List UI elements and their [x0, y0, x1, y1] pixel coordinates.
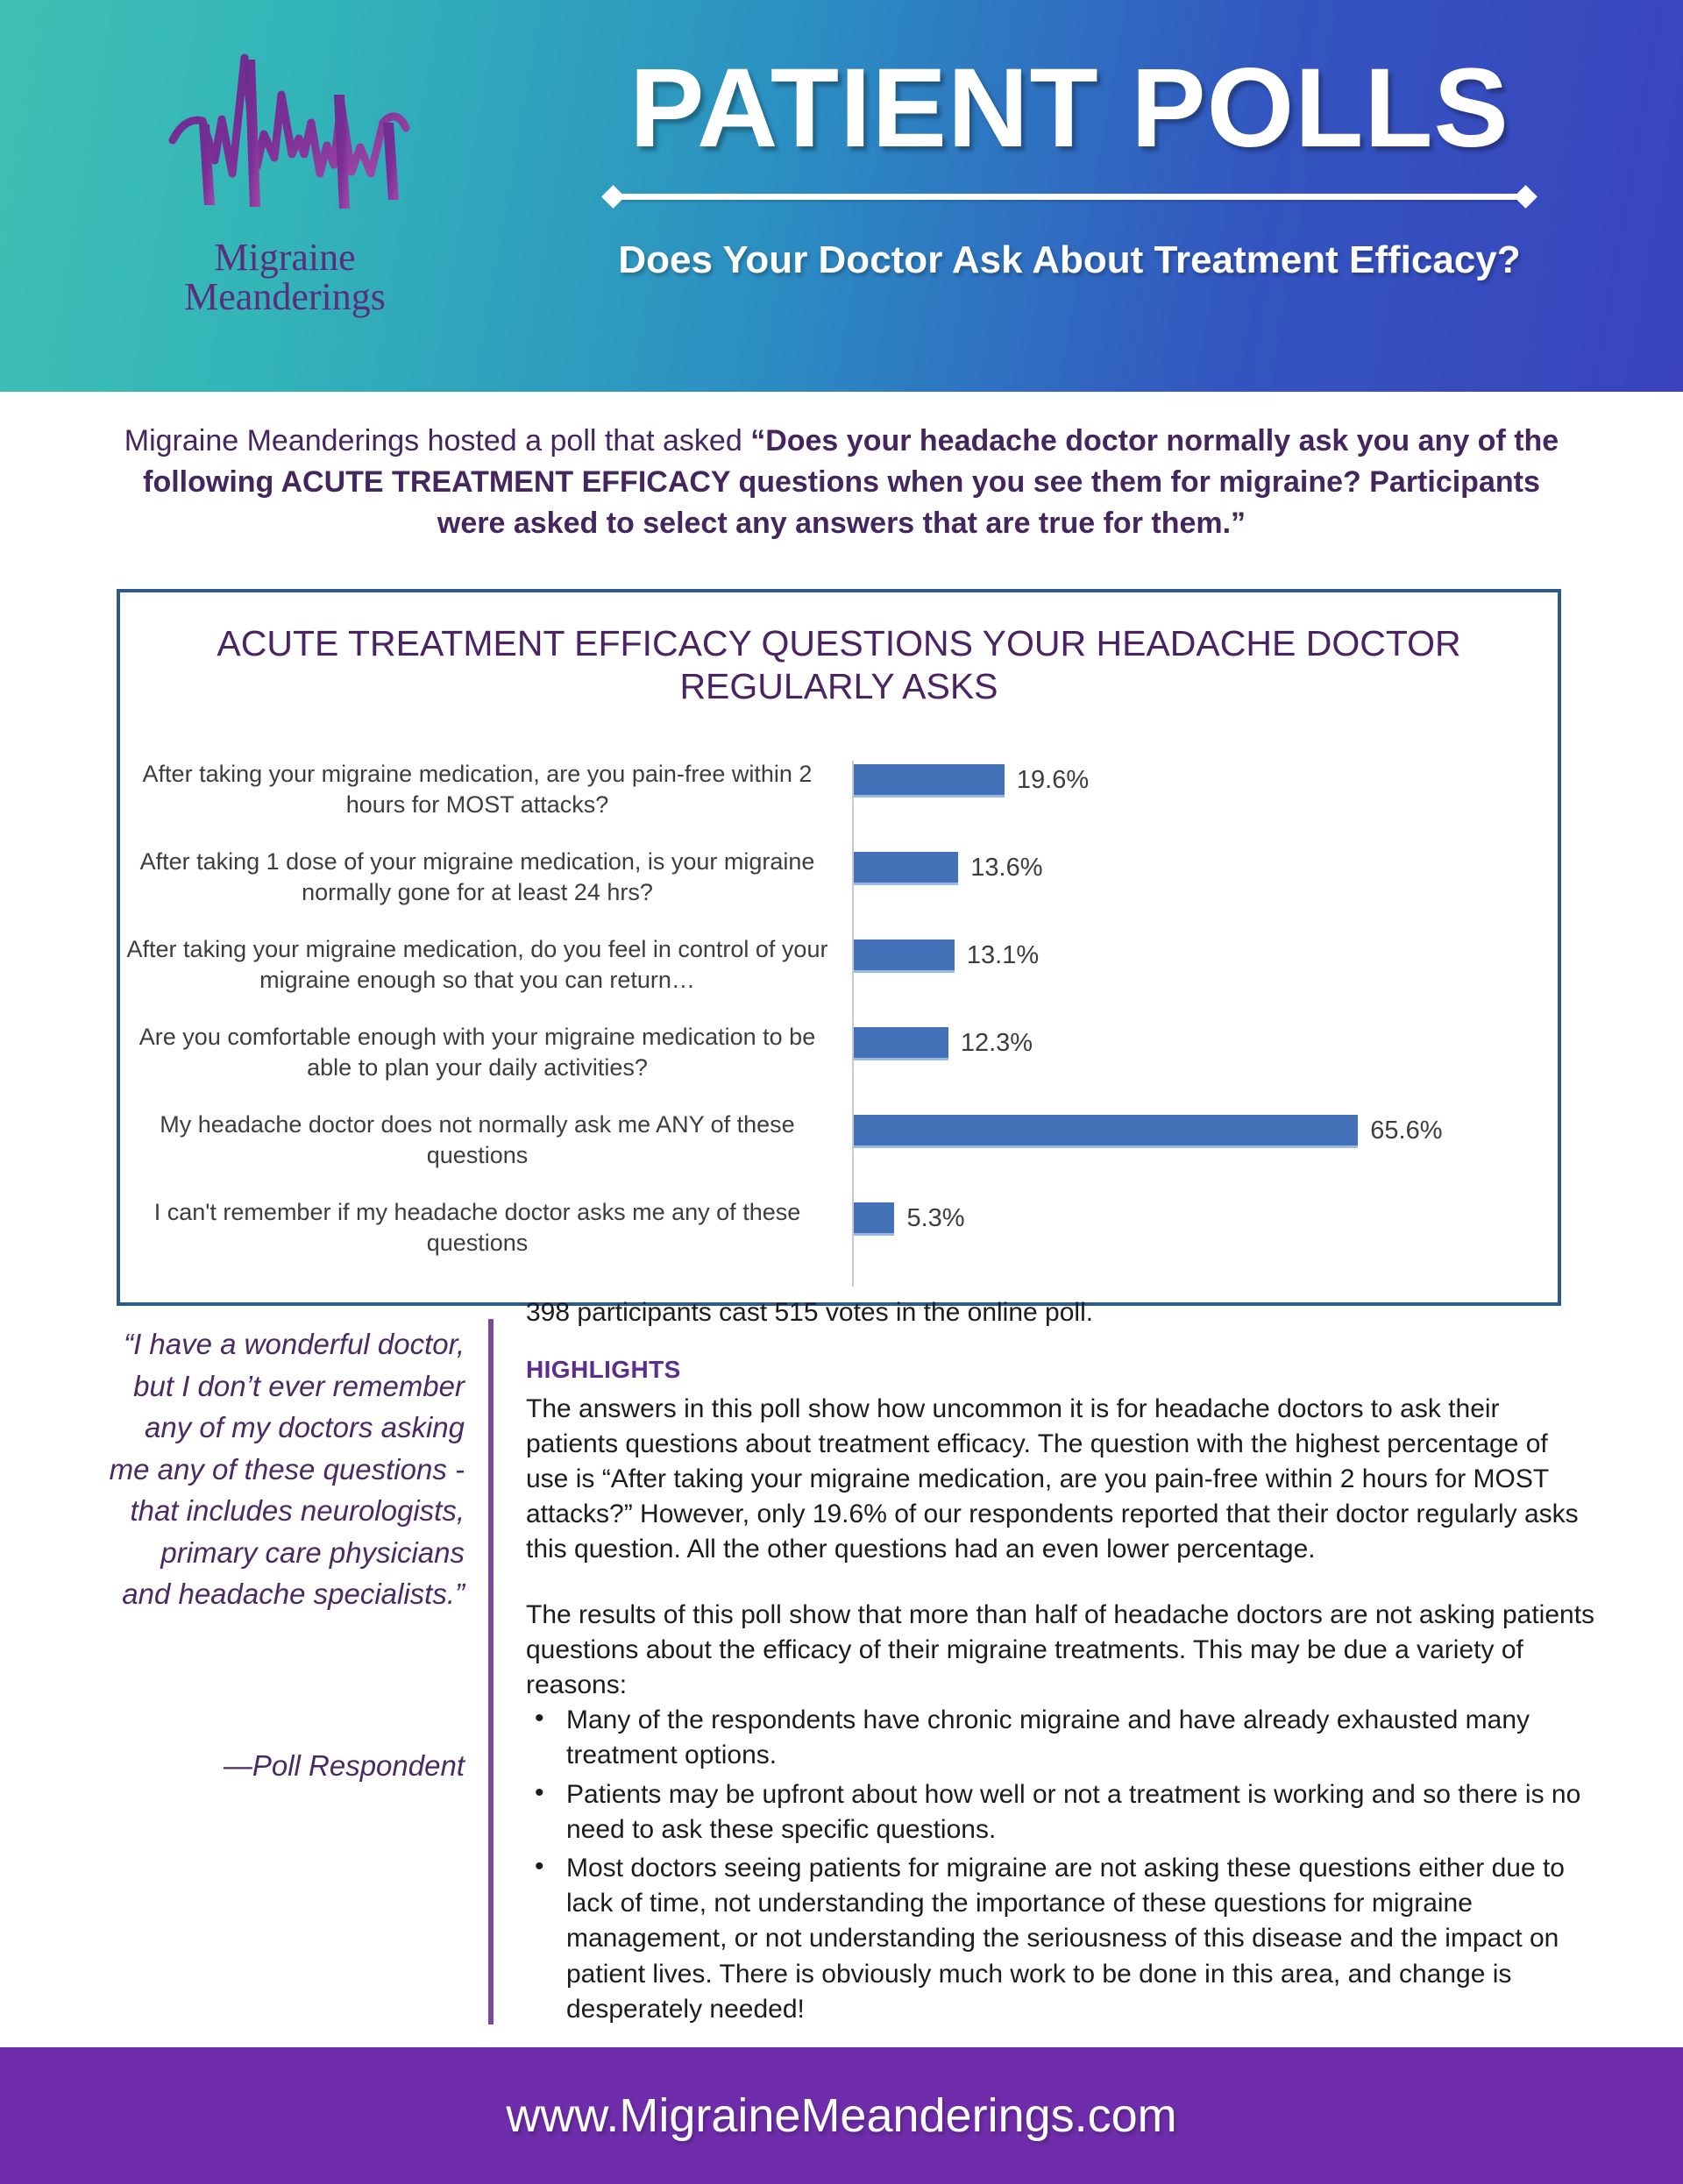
reason-list-item: • Many of the respondents have chronic migraine and have already exhausted many treatment options. [526, 1703, 1595, 1773]
chart-bar-track [852, 759, 1558, 847]
mm-ekg-monogram-icon [153, 42, 416, 244]
highlights-paragraph-1: The answers in this poll show how uncommon it is for headache doctors to ask their patients questions about treatment efficacy. The question with the highest percentage of use is “After taking your migraine medication, are you pain-free within 2 hours for MOST attacks?” However, only 19.6% of our respondents reported that their doctor regularly asks this question. All the other questions had an even lower percentage. [526, 1393, 1579, 1564]
header-title-block [561, 46, 1578, 282]
chart-bar-row [120, 759, 1558, 847]
chart-bar-row [120, 1197, 1558, 1285]
intro-lead: Migraine Meanderings hosted a poll that asked [124, 424, 751, 457]
divider-line [614, 194, 1525, 200]
chart-bar-track [852, 1197, 1558, 1285]
diamond-right-icon [1514, 185, 1537, 209]
pull-quote-attribution: —Poll Respondent [223, 1749, 465, 1782]
chart-category-label: Are you comfortable enough with your migraine medication to be able to plan your daily activities? [138, 1024, 816, 1081]
page-header [0, 0, 1683, 392]
participation-stat: 398 participants cast 515 votes in the online poll. [526, 1298, 1094, 1327]
chart-bar-value: 65.6% [1370, 1117, 1443, 1145]
header-divider [561, 186, 1578, 207]
chart-category-label: After taking 1 dose of your migraine medication, is your migraine normally gone for at least 24 hrs? [139, 848, 815, 906]
logo-line-2: Meanderings [184, 274, 386, 318]
chart-bar-value: 13.6% [970, 854, 1043, 882]
chart-bar-row [120, 1022, 1558, 1110]
chart-bar-value: 5.3% [906, 1204, 965, 1232]
pull-quote: “I have a wonderful doctor, but I don’t ever remember any of my doctors asking me any of these questions - that includes neurologists, primary care physicians and headache specialists.” [109, 1328, 465, 1611]
chart-plot-area [120, 759, 1558, 1302]
chart-bar [854, 940, 955, 973]
chart-bar-value: 19.6% [1016, 766, 1090, 794]
vertical-divider [488, 1319, 494, 2024]
chart-bar [854, 1027, 948, 1060]
chart-bar-row [120, 934, 1558, 1022]
logo-line-1: Migraine [214, 236, 356, 279]
footer [0, 2047, 1683, 2184]
brand-logo [149, 42, 421, 344]
chart-bar-row [120, 1110, 1558, 1197]
chart-bar-value: 13.1% [966, 941, 1040, 969]
page-subtitle: Does Your Doctor Ask About Treatment Efficacy? [618, 238, 1521, 281]
chart-category-label: After taking your migraine medication, are you pain-free within 2 hours for MOST attacks? [142, 761, 813, 819]
chart-container [117, 589, 1561, 1306]
footer-url[interactable]: www.MigraineMeanderings.com [506, 2089, 1177, 2142]
reason-list-item: • Most doctors seeing patients for migraine are not asking these questions either due to lack of time, not understanding the importance of these questions for migraine management, or not understanding the seriousness of this disease and the impact on patient lives. There is obviously much work to be done in this area, and change is desperately needed! [526, 1851, 1595, 2027]
analysis-column [526, 1295, 1595, 2031]
highlights-heading: HIGHLIGHTS [526, 1356, 681, 1384]
intro-paragraph [123, 421, 1560, 544]
chart-bar [854, 852, 958, 885]
chart-bar [854, 764, 1005, 798]
chart-bar-row [120, 847, 1558, 934]
chart-title: ACUTE TREATMENT EFFICACY QUESTIONS YOUR HEADACHE DOCTOR REGULARLY ASKS [217, 623, 1461, 707]
chart-bar-track [852, 934, 1558, 1022]
chart-bar-track [852, 1022, 1558, 1110]
diamond-left-icon [601, 185, 625, 209]
chart-category-label: I can't remember if my headache doctor asks me any of these questions [153, 1199, 801, 1257]
intro-quoted: “Does your headache doctor normally ask you any of the following ACUTE TREATMENT EFFICACY questions when you see them for migraine? Participants were asked to select any answers that are true for them.” [143, 424, 1559, 540]
chart-bar-value: 12.3% [960, 1029, 1033, 1057]
reasons-list [526, 1703, 1595, 2027]
chart-category-label: After taking your migraine medication, do you feel in control of your migraine enough so that you can return… [126, 936, 828, 994]
chart-bar-track [852, 847, 1558, 934]
highlights-paragraph-2: The results of this poll show that more than half of headache doctors are not asking patients questions about the efficacy of their migraine treatments. This may be due a variety of reasons: [526, 1599, 1595, 1700]
chart-bar [854, 1202, 894, 1236]
chart-category-label: My headache doctor does not normally ask me ANY of these questions [160, 1111, 795, 1169]
chart-bar-track [852, 1110, 1558, 1197]
page-title: PATIENT POLLS [629, 46, 1509, 171]
chart-bar [854, 1115, 1358, 1148]
reason-list-item: • Patients may be upfront about how well or not a treatment is working and so there is no need to ask these specific questions. [526, 1777, 1595, 1847]
